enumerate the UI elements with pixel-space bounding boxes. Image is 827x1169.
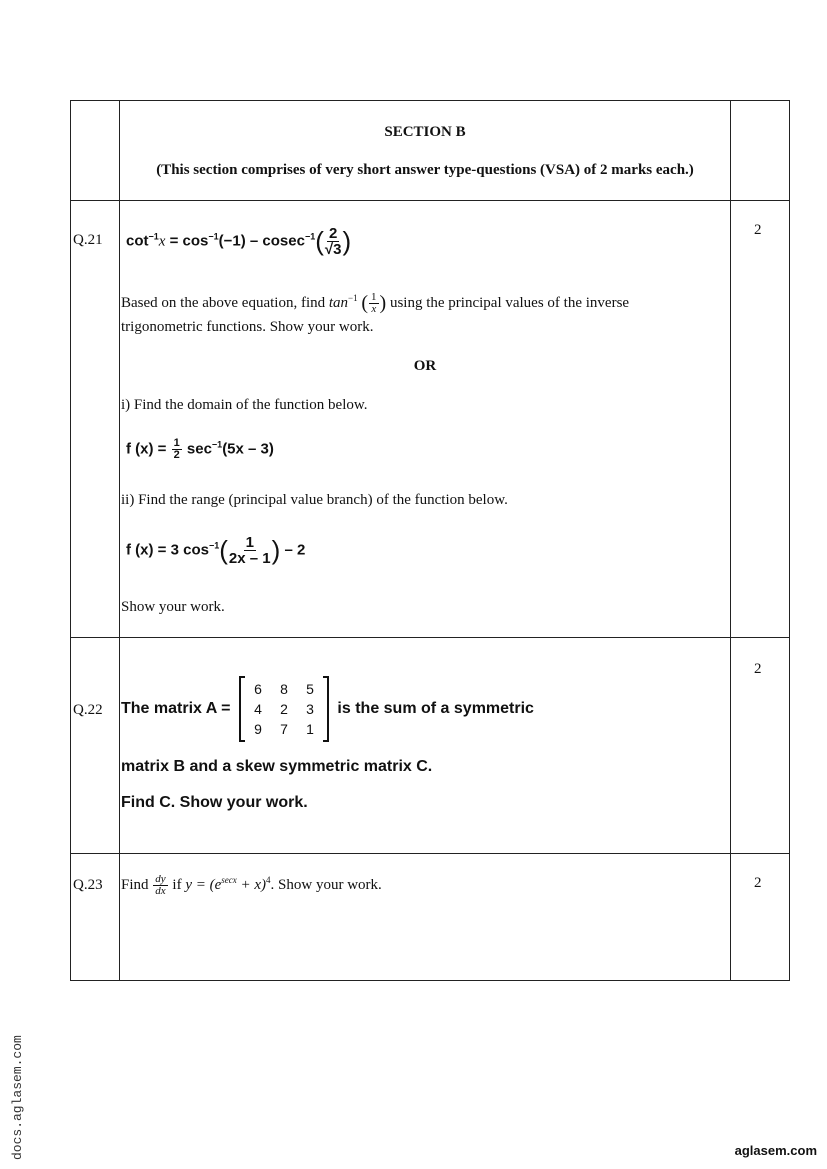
function-2: f (x) = 3 $\cos^{-1}$( $\frac{1}{2x - 1}$ ) – 2: [126, 534, 306, 567]
table-border: [789, 100, 790, 981]
sub-question: i) Find the domain of the function below.: [121, 397, 368, 413]
question-text: Find C. Show your work.: [121, 794, 308, 811]
function-1: f (x) = $\frac{1}{2}$ $\sec^{-1}(5x - 3)$: [126, 437, 274, 461]
watermark: docs.aglasem.com: [10, 1035, 25, 1160]
equation: $\cot^{-1}x = \cos^{-1}(-1) - cosec^{-1}$( $\frac{2}{√3}$ ): [126, 225, 352, 258]
question-number: Q.23: [73, 877, 103, 893]
question-number: Q.22: [73, 702, 103, 718]
table-border: [70, 100, 790, 101]
section-subtitle: (This section comprises of very short answer type-questions (VSA) of 2 marks each.): [156, 162, 694, 178]
sub-question: ii) Find the range (principal value branch) of the function below.: [121, 492, 508, 508]
marks: 2: [754, 222, 762, 238]
matrix-a: 6 8 5 4 2 3 9 7 1: [239, 677, 329, 741]
question-text: trigonometric functions. Show your work.: [121, 319, 374, 335]
row-divider: [70, 200, 790, 201]
question-text: matrix B and a skew symmetric matrix C.: [121, 758, 433, 775]
question-number: Q.21: [73, 232, 103, 248]
column-divider: [730, 100, 731, 981]
marks: 2: [754, 875, 762, 891]
row-divider: [70, 853, 790, 854]
question-text: Show your work.: [121, 599, 225, 615]
table-border: [70, 100, 71, 981]
or-label: OR: [413, 358, 437, 374]
section-title: SECTION B: [384, 124, 466, 140]
marks: 2: [754, 661, 762, 677]
question-text: Based on the above equation, find $\tan^{-1}$ ( $\frac{1}{x}$ ) using the principal values of the inverse: [121, 291, 630, 315]
question-text: Find $\frac{dy}{dx}$ if $y = (e^{secx} + x)^4$. Show your work.: [121, 873, 382, 897]
question-text: The matrix A = 6 8 5 4 2 3 9 7 1 is the sum of a symmetric: [121, 677, 534, 741]
table-border: [70, 980, 790, 981]
brand-label: aglasem.com: [734, 1143, 817, 1158]
column-divider: [119, 100, 120, 981]
row-divider: [70, 637, 790, 638]
